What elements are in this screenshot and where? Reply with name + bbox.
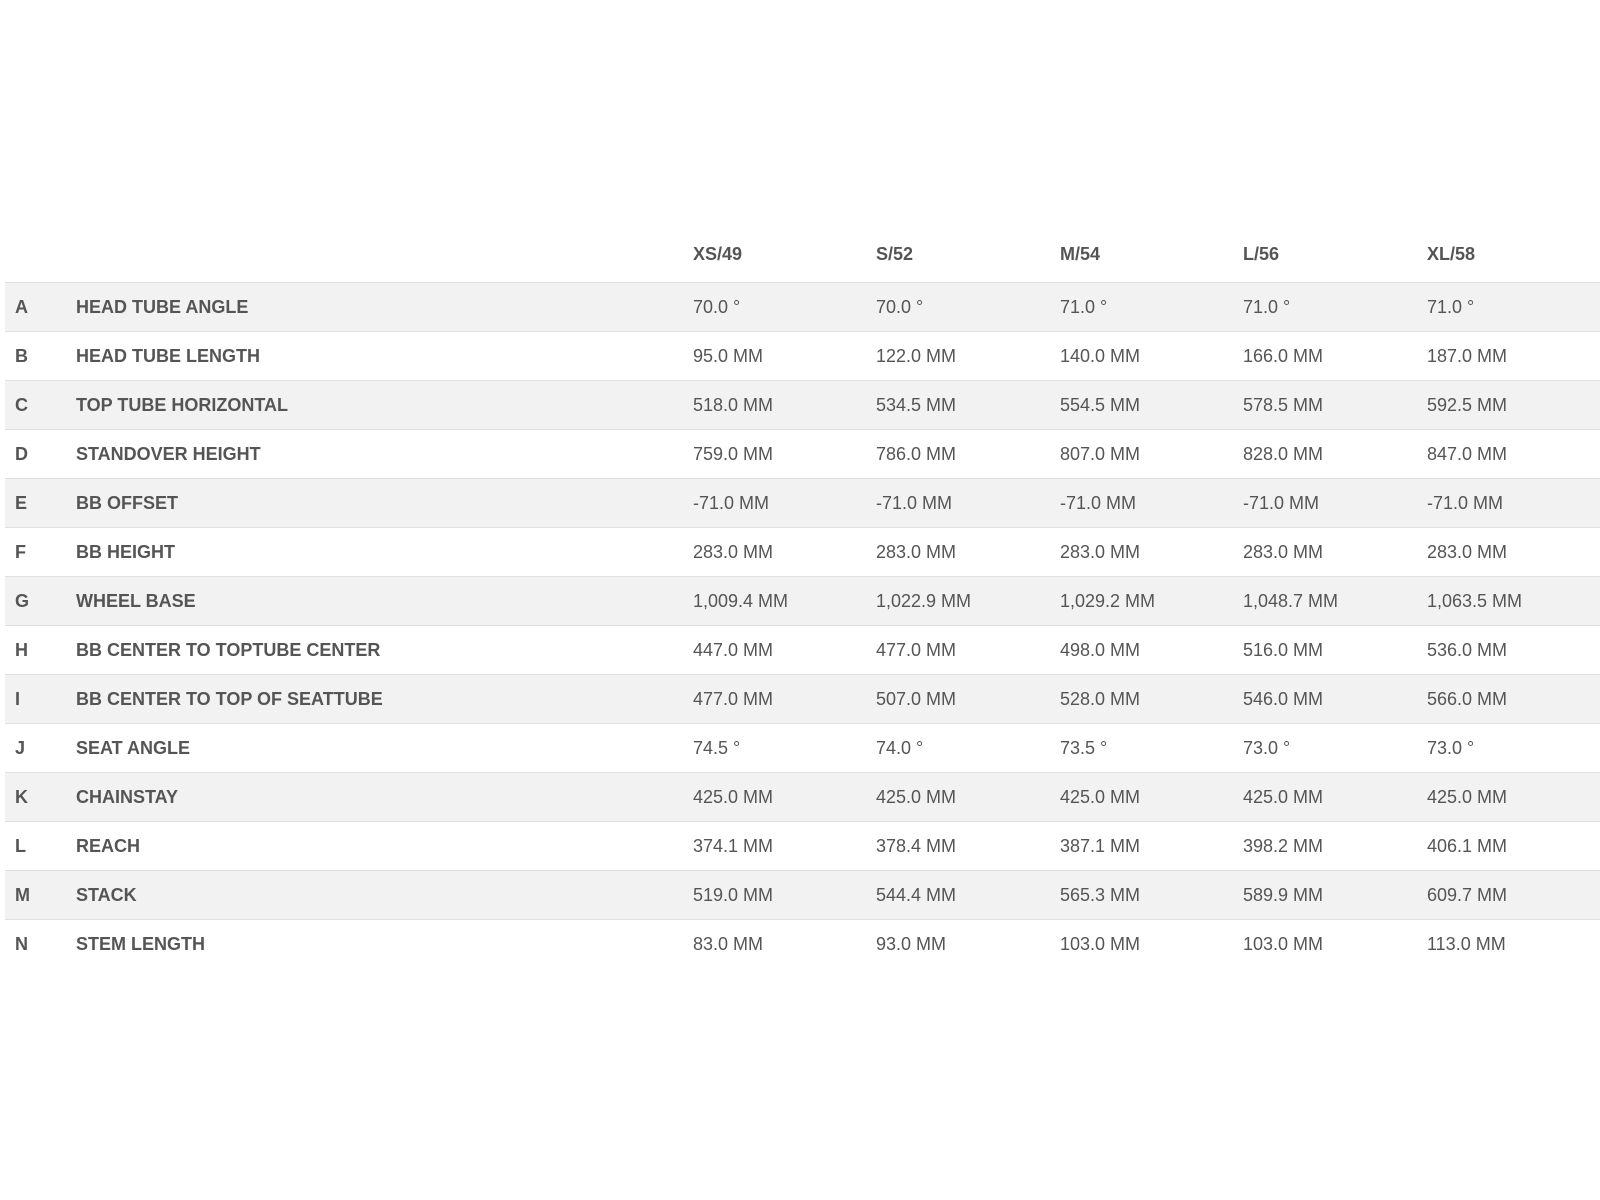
row-value: 283.0 MM: [1060, 542, 1141, 562]
row-value: 71.0 °: [1427, 297, 1475, 317]
row-value: 70.0 °: [693, 297, 741, 317]
row-value: -71.0 MM: [876, 493, 953, 513]
table-row: [5, 528, 1600, 577]
row-value: 166.0 MM: [1243, 346, 1324, 366]
row-value: 1,029.2 MM: [1060, 591, 1156, 611]
row-label: TOP TUBE HORIZONTAL: [76, 395, 289, 415]
row-value: 187.0 MM: [1427, 346, 1508, 366]
row-value: 518.0 MM: [693, 395, 774, 415]
row-value: 554.5 MM: [1060, 395, 1141, 415]
size-header-xs: XS/49: [693, 244, 743, 264]
row-value: 1,009.4 MM: [693, 591, 789, 611]
row-value: 122.0 MM: [876, 346, 957, 366]
size-header-xl: XL/58: [1427, 244, 1476, 264]
row-value: 516.0 MM: [1243, 640, 1324, 660]
row-value: 74.0 °: [876, 738, 924, 758]
table-row: [5, 871, 1600, 920]
row-value: 546.0 MM: [1243, 689, 1324, 709]
row-value: 609.7 MM: [1427, 885, 1508, 905]
row-value: 374.1 MM: [693, 836, 774, 856]
row-value: 847.0 MM: [1427, 444, 1508, 464]
row-value: -71.0 MM: [1060, 493, 1137, 513]
row-value: 283.0 MM: [1427, 542, 1508, 562]
row-label: STEM LENGTH: [76, 934, 205, 954]
row-value: 565.3 MM: [1060, 885, 1141, 905]
row-value: 95.0 MM: [693, 346, 764, 366]
row-value: 528.0 MM: [1060, 689, 1141, 709]
row-value: 93.0 MM: [876, 934, 947, 954]
table-row: [5, 822, 1600, 871]
row-value: 398.2 MM: [1243, 836, 1324, 856]
row-value: 534.5 MM: [876, 395, 957, 415]
row-value: 71.0 °: [1243, 297, 1291, 317]
row-letter: N: [15, 934, 28, 954]
row-value: 1,022.9 MM: [876, 591, 972, 611]
row-value: 83.0 MM: [693, 934, 764, 954]
row-value: 519.0 MM: [693, 885, 774, 905]
geometry-table: [5, 234, 1600, 968]
row-label: BB CENTER TO TOP OF SEATTUBE: [76, 689, 383, 709]
row-letter: C: [15, 395, 28, 415]
row-value: 140.0 MM: [1060, 346, 1141, 366]
table-row: [5, 283, 1600, 332]
size-header-m: M/54: [1060, 244, 1101, 264]
table-row: [5, 430, 1600, 479]
row-value: 425.0 MM: [693, 787, 774, 807]
row-value: 498.0 MM: [1060, 640, 1141, 660]
row-label: BB OFFSET: [76, 493, 178, 513]
row-label: CHAINSTAY: [76, 787, 179, 807]
row-value: 387.1 MM: [1060, 836, 1141, 856]
row-value: 477.0 MM: [693, 689, 774, 709]
row-value: 828.0 MM: [1243, 444, 1324, 464]
row-letter: E: [15, 493, 28, 513]
table-row: [5, 479, 1600, 528]
row-label: REACH: [76, 836, 141, 856]
row-value: 73.5 °: [1060, 738, 1108, 758]
row-label: STANDOVER HEIGHT: [76, 444, 261, 464]
row-value: -71.0 MM: [1243, 493, 1320, 513]
row-letter: B: [15, 346, 28, 366]
size-header-l: L/56: [1243, 244, 1280, 264]
table-row: [5, 773, 1600, 822]
row-value: 425.0 MM: [1243, 787, 1324, 807]
row-value: 113.0 MM: [1427, 934, 1506, 954]
row-value: 447.0 MM: [693, 640, 774, 660]
row-value: 103.0 MM: [1243, 934, 1324, 954]
row-value: 406.1 MM: [1427, 836, 1508, 856]
row-value: 1,063.5 MM: [1427, 591, 1523, 611]
table-row: [5, 675, 1600, 724]
row-value: 283.0 MM: [1243, 542, 1324, 562]
row-value: 807.0 MM: [1060, 444, 1141, 464]
row-label: BB CENTER TO TOPTUBE CENTER: [76, 640, 381, 660]
row-value: 536.0 MM: [1427, 640, 1508, 660]
row-letter: M: [15, 885, 30, 905]
row-value: 477.0 MM: [876, 640, 957, 660]
row-label: WHEEL BASE: [76, 591, 196, 611]
table-header: [5, 234, 1600, 283]
row-value: 507.0 MM: [876, 689, 957, 709]
row-value: 425.0 MM: [1427, 787, 1508, 807]
row-value: 425.0 MM: [1060, 787, 1141, 807]
table-body: [5, 283, 1600, 968]
row-value: 74.5 °: [693, 738, 741, 758]
row-value: 592.5 MM: [1427, 395, 1508, 415]
table-row: [5, 332, 1600, 381]
row-value: 1,048.7 MM: [1243, 591, 1339, 611]
row-value: 70.0 °: [876, 297, 924, 317]
row-letter: K: [15, 787, 28, 807]
row-value: 73.0 °: [1243, 738, 1291, 758]
table-row: [5, 626, 1600, 675]
row-letter: A: [15, 297, 28, 317]
table-row: [5, 381, 1600, 430]
row-value: 71.0 °: [1060, 297, 1108, 317]
table-row: [5, 920, 1600, 968]
row-value: -71.0 MM: [693, 493, 770, 513]
row-letter: L: [15, 836, 26, 856]
row-value: 378.4 MM: [876, 836, 957, 856]
row-letter: H: [15, 640, 28, 660]
row-letter: F: [15, 542, 26, 562]
row-value: 566.0 MM: [1427, 689, 1508, 709]
row-label: HEAD TUBE LENGTH: [76, 346, 260, 366]
row-value: 786.0 MM: [876, 444, 957, 464]
row-value: 425.0 MM: [876, 787, 957, 807]
row-label: STACK: [76, 885, 137, 905]
table-row: [5, 724, 1600, 773]
row-letter: J: [15, 738, 26, 758]
row-label: SEAT ANGLE: [76, 738, 191, 758]
table-row: [5, 577, 1600, 626]
row-value: 544.4 MM: [876, 885, 957, 905]
row-label: HEAD TUBE ANGLE: [76, 297, 249, 317]
row-letter: D: [15, 444, 28, 464]
row-letter: I: [15, 689, 21, 709]
size-header-s: S/52: [876, 244, 914, 264]
row-value: 103.0 MM: [1060, 934, 1141, 954]
row-value: -71.0 MM: [1427, 493, 1504, 513]
row-value: 578.5 MM: [1243, 395, 1324, 415]
row-value: 73.0 °: [1427, 738, 1475, 758]
row-value: 283.0 MM: [876, 542, 957, 562]
row-letter: G: [15, 591, 30, 611]
row-value: 589.9 MM: [1243, 885, 1324, 905]
row-value: 759.0 MM: [693, 444, 774, 464]
row-value: 283.0 MM: [693, 542, 774, 562]
row-label: BB HEIGHT: [76, 542, 175, 562]
